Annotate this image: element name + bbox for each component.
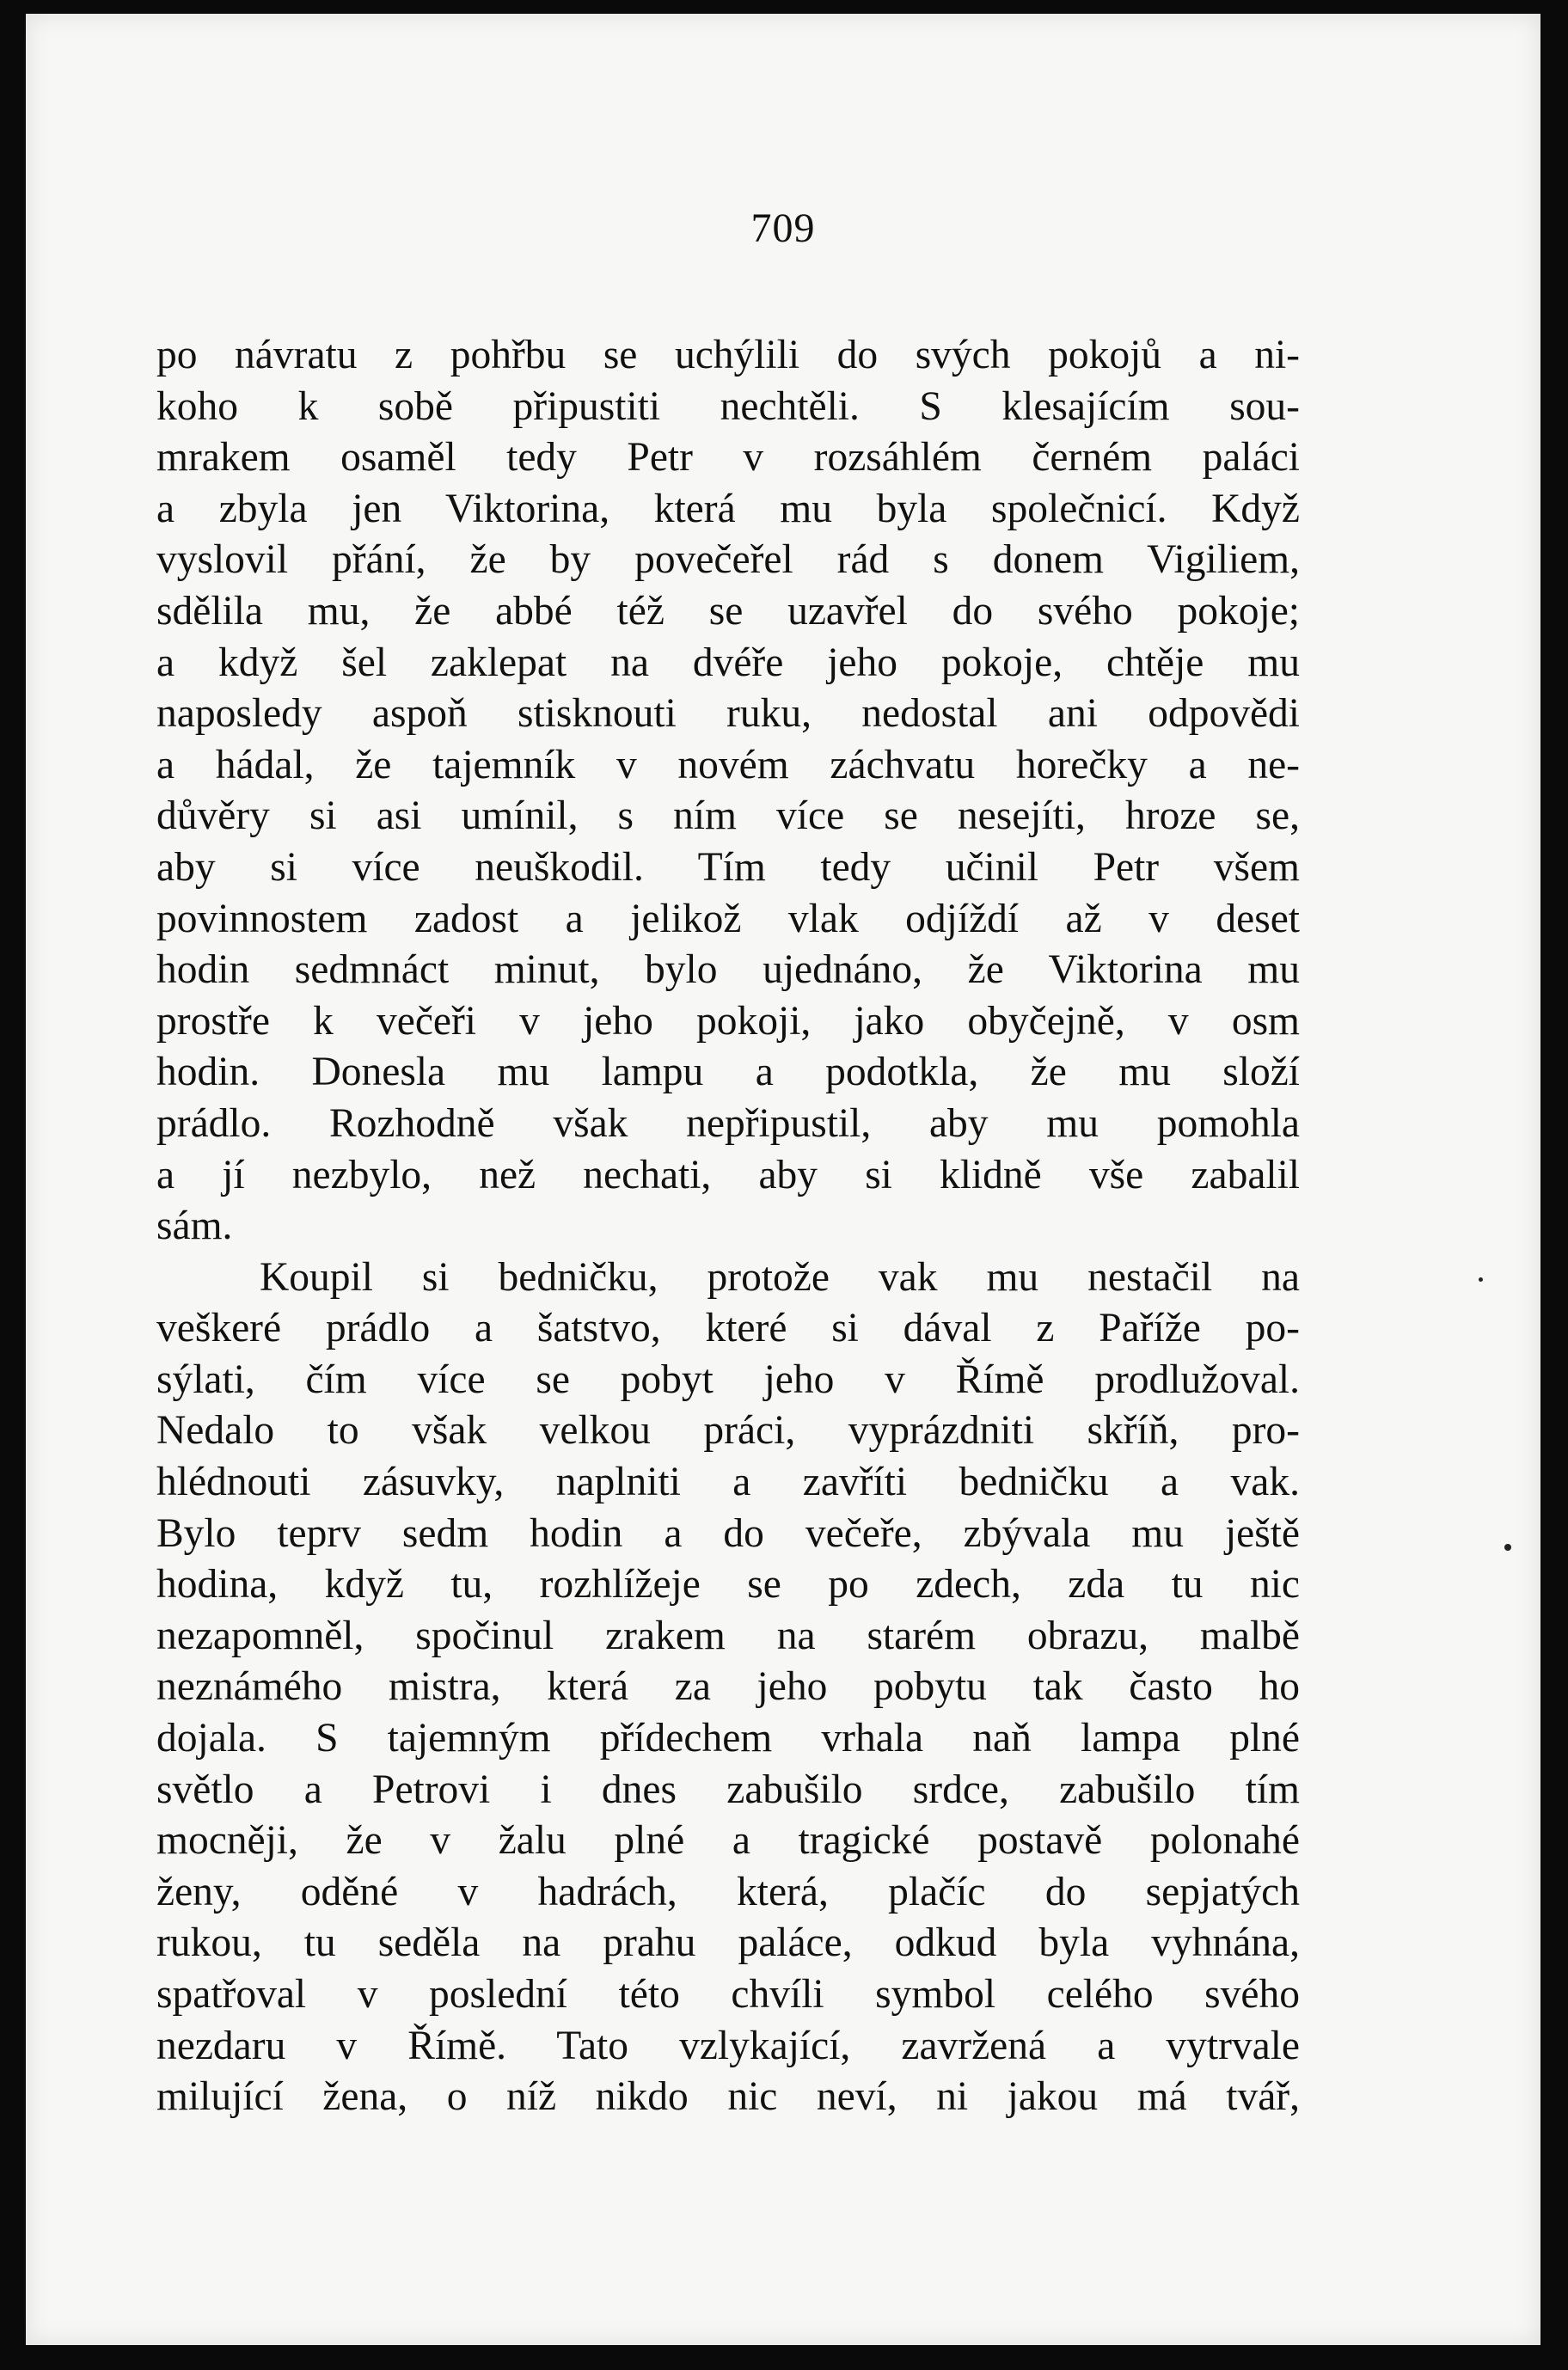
text-line: mrakem osaměl tedy Petr v rozsáhlém černém paláci [156, 435, 1300, 481]
text-line: hodin. Donesla mu lampu a podotkla, že mu složí [156, 1050, 1300, 1095]
text-line: vyslovil přání, že by povečeřel rád s donem Vigiliem, [156, 537, 1300, 583]
text-line: světlo a Petrovi i dnes zabušilo srdce, zabušilo tím [156, 1767, 1300, 1812]
text-line: mocněji, že v žalu plné a tragické postavě polonahé [156, 1818, 1300, 1864]
book-page [26, 14, 1540, 2345]
text-line: hodin sedmnáct minut, bylo ujednáno, že Viktorina mu [156, 947, 1300, 993]
text-line: a zbyla jen Viktorina, která mu byla společnicí. Když [156, 486, 1300, 531]
text-line: hodina, když tu, rozhlížeje se po zdech, zda tu nic [156, 1562, 1300, 1608]
text-line: sám. [156, 1203, 233, 1249]
text-line: nezdaru v Římě. Tato vzlykající, zavržená a vytrvale [156, 2023, 1300, 2068]
text-line: rukou, tu seděla na prahu paláce, odkud byla vyhnána, [156, 1920, 1300, 1966]
text-line: důvěry si asi umínil, s ním více se nesejíti, hroze se, [156, 793, 1300, 839]
text-line: a když šel zaklepat na dvéře jeho pokoje, chtěje mu [156, 640, 1300, 685]
text-line: po návratu z pohřbu se uchýlili do svých pokojů a ni- [156, 333, 1300, 377]
text-line: hlédnouti zásuvky, naplniti a zavříti bedničku a vak. [156, 1460, 1300, 1505]
scan-speck [1504, 1544, 1511, 1551]
text-line: neznámého mistra, která za jeho pobytu tak často ho [156, 1664, 1300, 1710]
text-line: prádlo. Rozhodně však nepřipustil, aby mu pomohla [156, 1100, 1300, 1146]
text-line: koho k sobě připustiti nechtěli. S klesajícím sou- [156, 383, 1300, 429]
paragraph [156, 330, 1300, 1252]
text-line: Koupil si bedničku, protože vak mu nestačil na [260, 1254, 1300, 1300]
text-line: a jí nezbylo, než nechati, aby si klidně vše zabalil [156, 1152, 1300, 1197]
text-line: ženy, oděné v hadrách, která, plačíc do sepjatých [156, 1869, 1300, 1914]
scan-speck [1479, 1277, 1483, 1282]
text-line: spatřoval v poslední této chvíli symbol celého svého [156, 1972, 1300, 2017]
text-line: a hádal, že tajemník v novém záchvatu horečky a ne- [156, 742, 1300, 787]
page-number: 709 [750, 205, 816, 251]
text-line: povinnostem zadost a jelikož vlak odjíždí až v deset [156, 896, 1300, 941]
text-line: sdělila mu, že abbé též se uzavřel do svého pokoje; [156, 588, 1300, 634]
text-line: sýlati, čím více se pobyt jeho v Římě prodlužoval. [156, 1356, 1300, 1402]
text-line: Nedalo to však velkou práci, vyprázdniti skříň, pro- [156, 1408, 1300, 1454]
text-line: veškeré prádlo a šatstvo, které si dával z Paříže po- [156, 1306, 1300, 1351]
text-line: naposledy aspoň stisknouti ruku, nedostal ani odpovědi [156, 691, 1300, 737]
paragraph [156, 1252, 1300, 2123]
text-line: Bylo teprv sedm hodin a do večeře, zbývala mu ještě [156, 1510, 1300, 1556]
text-line: milující žena, o níž nikdo nic neví, ni jakou má tvář, [156, 2074, 1300, 2120]
text-line: aby si více neuškodil. Tím tedy učinil Petr všem [156, 844, 1300, 890]
text-line: prostře k večeři v jeho pokoji, jako obyčejně, v osm [156, 998, 1300, 1044]
text-line: dojala. S tajemným přídechem vrhala naň lampa plné [156, 1716, 1300, 1761]
text-line: nezapomněl, spočinul zrakem na starém obrazu, malbě [156, 1613, 1300, 1658]
body-text [156, 330, 1300, 2123]
